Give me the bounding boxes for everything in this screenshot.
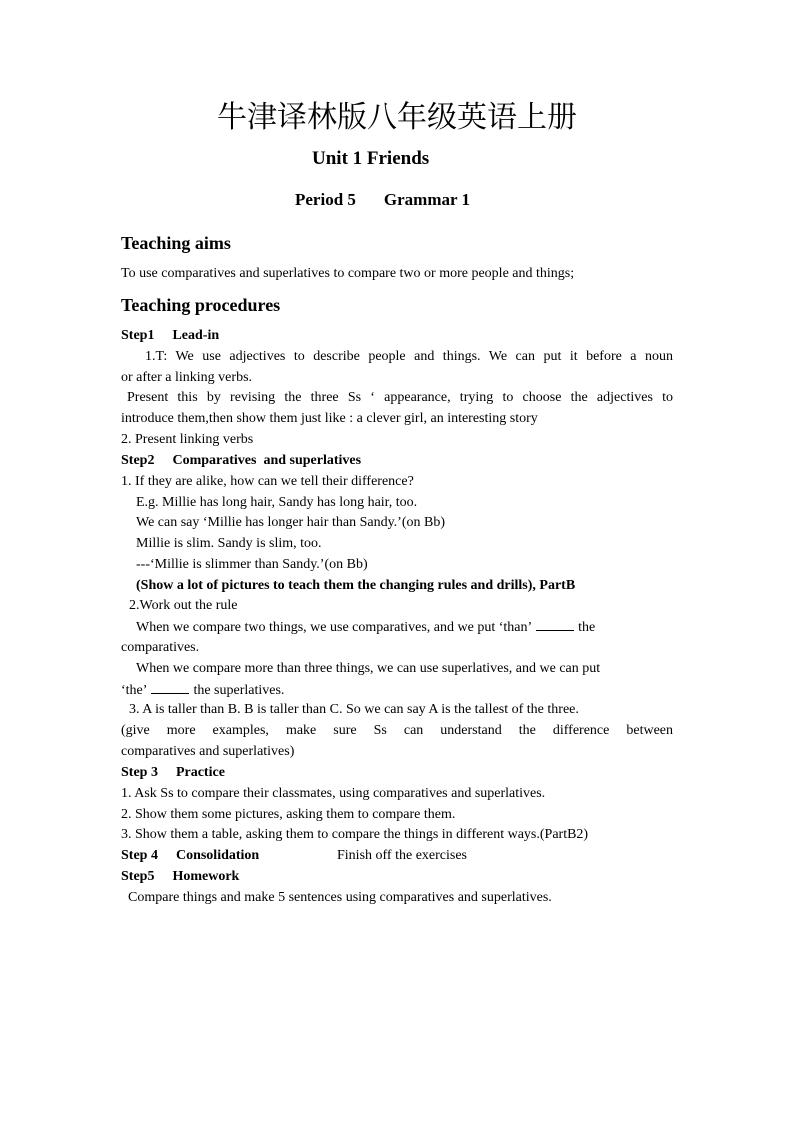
step3-line1: 1. Ask Ss to compare their classmates, using comparatives and superlatives. xyxy=(121,786,546,801)
step1-heading xyxy=(121,327,219,345)
step5-heading xyxy=(121,868,239,886)
period-number: Period 5 xyxy=(295,190,356,209)
step2-line7: 2.Work out the rule xyxy=(129,598,238,613)
step1-line5: 2. Present linking verbs xyxy=(121,432,254,447)
step2-line4: Millie is slim. Sandy is slim, too. xyxy=(136,536,322,551)
step4-label: Step 4 xyxy=(121,848,158,863)
unit-title: Unit 1 Friends xyxy=(312,148,430,169)
step2-line9: comparatives. xyxy=(121,640,200,655)
step1-label: Step1 xyxy=(121,328,155,343)
teaching-aims-text: To use comparatives and superlatives to compare two or more people and things; xyxy=(121,266,575,281)
step1-line4: introduce them,then show them just like : a clever girl, an interesting story xyxy=(121,411,538,426)
fill-in-blank-than xyxy=(536,618,574,631)
step1-title: Lead-in xyxy=(172,328,220,343)
step3-title: Practice xyxy=(175,765,225,780)
step4-text: Finish off the exercises xyxy=(337,848,467,863)
period-topic: Grammar 1 xyxy=(383,190,470,209)
step2-line10: When we compare more than three things, we can use superlatives, and we can put xyxy=(136,661,601,676)
step3-heading xyxy=(121,764,225,782)
step3-line2: 2. Show them some pictures, asking them to compare them. xyxy=(121,807,456,822)
fill-in-blank-the xyxy=(151,681,189,694)
step2-label: Step2 xyxy=(121,453,155,468)
step2-line11-end: the superlatives. xyxy=(193,683,285,698)
step2-heading xyxy=(121,452,361,470)
step1-line2: or after a linking verbs. xyxy=(121,370,253,385)
step2-line11 xyxy=(121,681,673,700)
step5-title: Homework xyxy=(172,869,240,884)
step2-line8 xyxy=(136,618,673,637)
step1-line3: Present this by revising the three Ss ‘ appearance, trying to choose the adjectives to xyxy=(127,390,673,405)
step2-line14: comparatives and superlatives) xyxy=(121,744,295,759)
step2-line8-text: When we compare two things, we use comparatives, and we put ‘than’ xyxy=(136,620,533,635)
step2-line3: We can say ‘Millie has longer hair than Sandy.’(on Bb) xyxy=(136,515,445,530)
teaching-procedures-heading: Teaching procedures xyxy=(121,295,281,315)
step2-line12: 3. A is taller than B. B is taller than C. So we can say A is the tallest of the three. xyxy=(129,702,579,717)
step2-title: Comparatives and superlatives xyxy=(172,453,362,468)
step2-line11-text: ‘the’ xyxy=(121,683,148,698)
teaching-aims-heading: Teaching aims xyxy=(121,233,231,253)
step4-title: Consolidation xyxy=(175,848,260,863)
step2-line8-end: the xyxy=(578,620,596,635)
step2-line1: 1. If they are alike, how can we tell their difference? xyxy=(121,474,414,489)
step2-line5: ---‘Millie is slimmer than Sandy.’(on Bb) xyxy=(136,557,368,572)
step5-text: Compare things and make 5 sentences using comparatives and superlatives. xyxy=(128,890,552,905)
step3-line3: 3. Show them a table, asking them to compare the things in different ways.(PartB2) xyxy=(121,827,589,842)
step3-label: Step 3 xyxy=(121,765,158,780)
step1-line1: 1.T: We use adjectives to describe people and things. We can put it before a noun xyxy=(145,349,673,364)
step2-line2: E.g. Millie has long hair, Sandy has long hair, too. xyxy=(136,495,418,510)
step5-label: Step5 xyxy=(121,869,155,884)
step4-heading xyxy=(121,847,259,865)
step2-line6: (Show a lot of pictures to teach them the changing rules and drills), PartB xyxy=(136,578,576,593)
step2-line13: (give more examples, make sure Ss can understand the difference between xyxy=(121,723,673,738)
period-title xyxy=(295,189,470,211)
document-title: 牛津译林版八年级英语上册 xyxy=(217,100,577,135)
